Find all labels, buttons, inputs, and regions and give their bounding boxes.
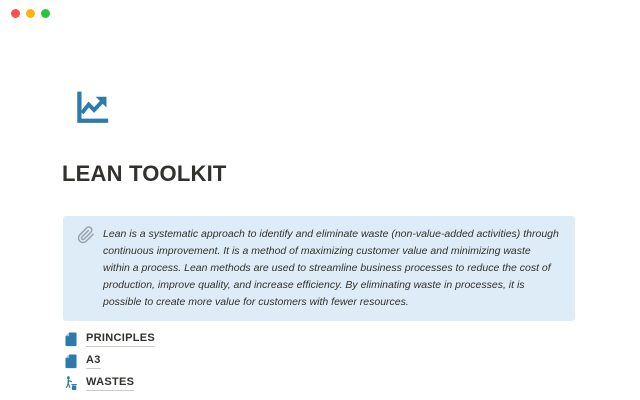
page-link-label: A3 — [86, 354, 101, 369]
page-link-wastes[interactable] — [64, 375, 155, 391]
window-controls — [11, 9, 50, 18]
page-icon — [64, 332, 78, 347]
page-link-list — [64, 331, 155, 397]
close-button[interactable] — [11, 9, 20, 18]
page-title: LEAN TOOLKIT — [62, 161, 227, 186]
line-chart-icon[interactable] — [74, 88, 112, 126]
page-link-principles[interactable] — [64, 331, 155, 347]
minimize-button[interactable] — [26, 9, 35, 18]
maximize-button[interactable] — [41, 9, 50, 18]
callout-block — [63, 216, 575, 321]
page-link-label: WASTES — [86, 376, 134, 391]
paperclip-icon — [77, 226, 95, 244]
page-icon — [64, 354, 78, 369]
page-link-label: PRINCIPLES — [86, 332, 155, 347]
page-link-a3[interactable] — [64, 353, 155, 369]
callout-text: Lean is a systematic approach to identify and eliminate waste (non-value-added activities) through continuous improvement. It is a method of maximizing customer value and minimizing waste within a process. Lean methods are used to streamline business processes to reduce the cost of production, improve quality, and increase efficiency. By eliminating waste in processes, it is possible to create more value for customers with fewer resources. — [103, 228, 559, 308]
tidyman-icon — [64, 376, 78, 391]
